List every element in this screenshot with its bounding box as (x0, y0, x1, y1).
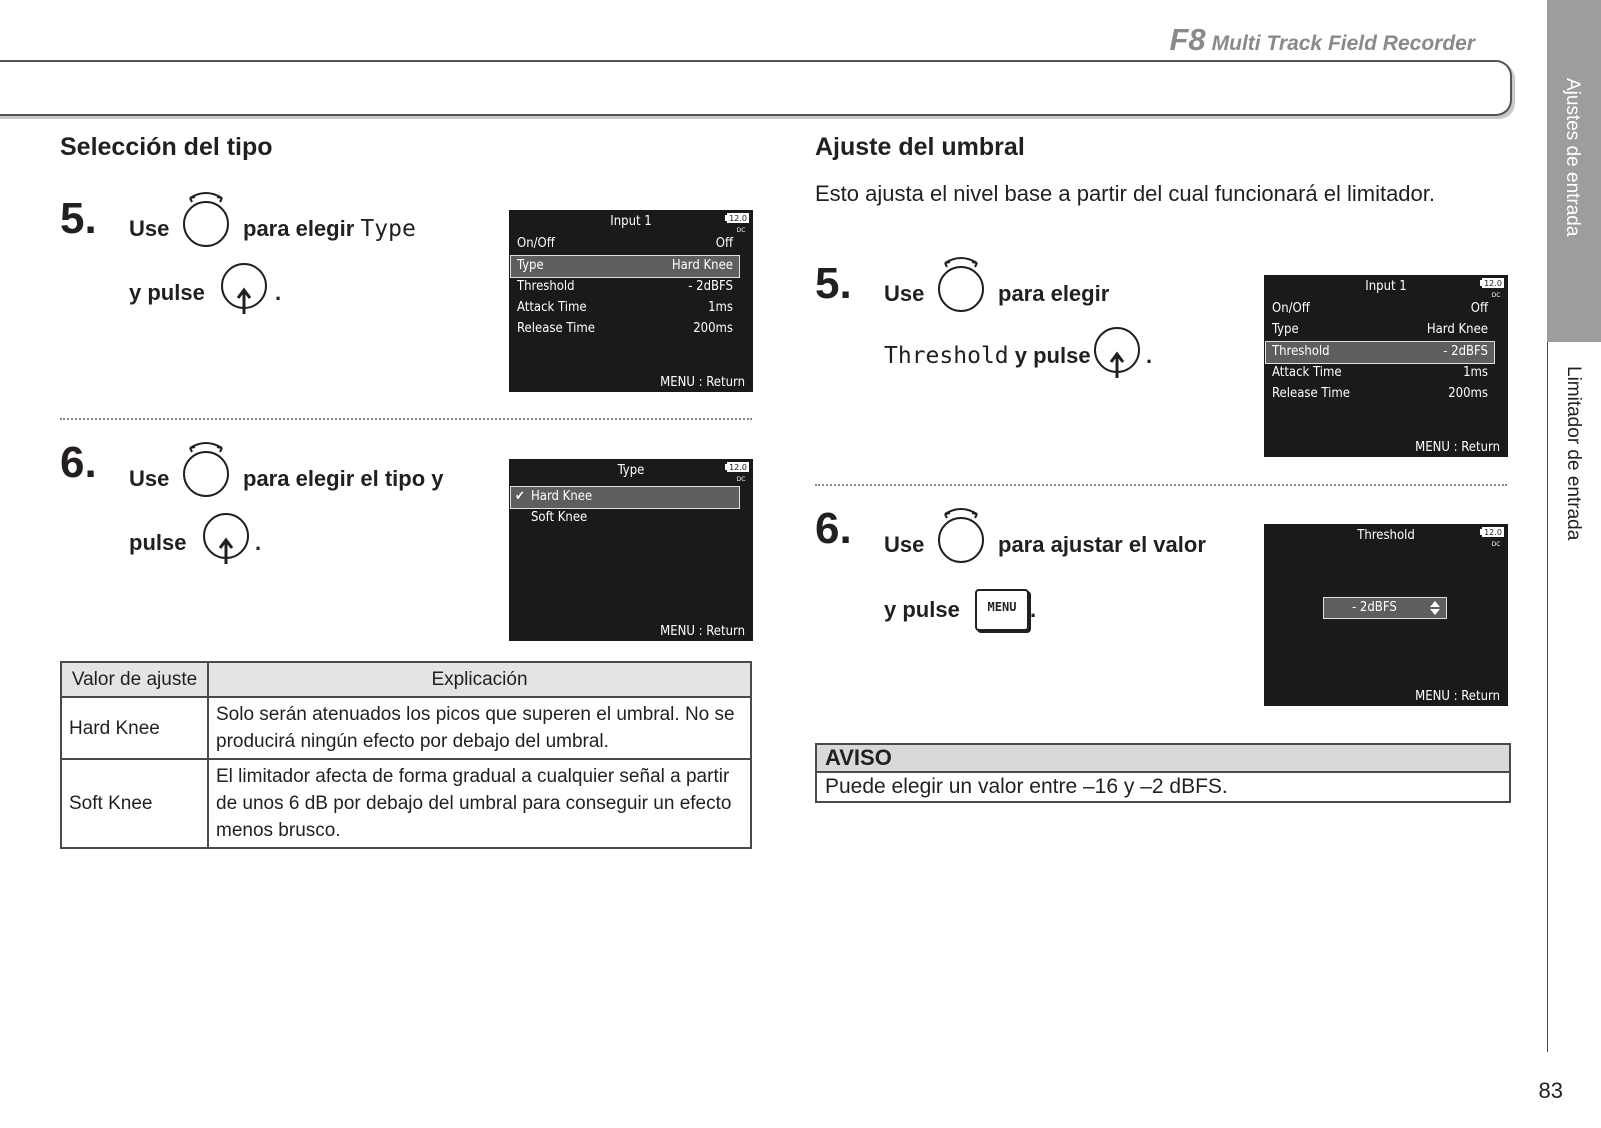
left-step5-choose: para elegir (243, 216, 355, 241)
document-title (1169, 22, 1475, 58)
battery-voltage: 12.0 (729, 463, 747, 472)
dial-icon (936, 255, 986, 313)
product-subtitle: Multi Track Field Recorder (1211, 32, 1475, 55)
row-label: Release Time (1272, 386, 1350, 401)
right-step5-instruction: para elegir (998, 281, 1110, 306)
row-value: Hard Knee (671, 258, 733, 273)
left-step5-use: Use (129, 216, 170, 241)
right-screen-threshold (1264, 524, 1508, 706)
row-label: Threshold (517, 279, 575, 294)
battery-voltage: 12.0 (1484, 528, 1502, 537)
left-screen-type (509, 459, 753, 641)
screen-title: Input 1 (1365, 279, 1407, 294)
right-step5-press: y pulse (1014, 343, 1091, 368)
battery-icon (1479, 278, 1505, 300)
battery-voltage: 12.0 (1484, 279, 1502, 288)
row-label: Type (517, 258, 544, 273)
row-value: 200ms (693, 321, 733, 336)
table-cell: Solo serán atenuados los picos que superen el umbral. No se producirá ningún efecto por debajo del umbral. (208, 697, 751, 759)
right-screen-input1 (1264, 275, 1508, 457)
left-step6-press: pulse (129, 530, 187, 555)
header-bar (0, 60, 1512, 116)
row-value: 200ms (1448, 386, 1488, 401)
note-title: AVISO (817, 745, 1509, 773)
page-number: 83 (1538, 1078, 1563, 1103)
table-row (61, 697, 751, 759)
option-label: Hard Knee (531, 489, 593, 504)
right-step6-press: y pulse (884, 597, 960, 622)
right-step5-use: Use (884, 281, 925, 306)
left-step6-use: Use (129, 466, 170, 491)
row-value: Off (715, 236, 733, 251)
right-heading: Ajuste del umbral (815, 133, 1025, 161)
row-label: Threshold (1272, 344, 1330, 359)
note-box (815, 743, 1511, 803)
row-value: 1ms (708, 300, 733, 315)
right-step5-period: . (1146, 343, 1153, 368)
row-value: - 2dBFS (1443, 344, 1488, 359)
menu-row-release (511, 319, 739, 340)
left-step6-instruction: para elegir el tipo y (243, 466, 444, 491)
row-label: Release Time (517, 321, 595, 336)
power-source: DC (1491, 292, 1501, 299)
dial-icon (936, 506, 986, 564)
row-label: Attack Time (517, 300, 587, 315)
row-label: Type (1272, 322, 1299, 337)
screen-footer: MENU : Return (1415, 689, 1500, 704)
left-step5-param: Type (360, 216, 416, 242)
row-label: On/Off (1272, 301, 1310, 316)
power-source: DC (1491, 541, 1501, 548)
model-name: F8 (1169, 22, 1206, 57)
row-label: On/Off (517, 236, 555, 251)
dial-icon (181, 440, 231, 498)
up-down-arrows-icon (1430, 601, 1440, 615)
option-soft-knee (511, 508, 739, 529)
table-header: Explicación (208, 662, 751, 697)
right-step5-param: Threshold (884, 343, 1009, 369)
row-value: Off (1470, 301, 1488, 316)
menu-row-type (1266, 320, 1494, 341)
right-step5-number: 5. (815, 259, 852, 308)
power-source: DC (736, 227, 746, 234)
power-source: DC (736, 476, 746, 483)
screen-title: Threshold (1357, 528, 1415, 543)
left-step5-instruction (243, 216, 416, 242)
left-screen-input1 (509, 210, 753, 392)
option-hard-knee-selected (511, 487, 739, 508)
menu-row-type-selected (511, 256, 739, 277)
row-value: Hard Knee (1426, 322, 1488, 337)
dial-icon (181, 190, 231, 248)
left-step5-number: 5. (60, 194, 97, 243)
table-cell: Hard Knee (61, 697, 208, 759)
menu-row-threshold-selected (1266, 342, 1494, 363)
check-icon: ✔ (515, 489, 525, 504)
menu-row-onoff (1266, 299, 1494, 320)
left-step5-press: y pulse (129, 280, 205, 305)
option-label: Soft Knee (531, 510, 588, 525)
table-header-row (61, 662, 751, 697)
menu-row-onoff (511, 234, 739, 255)
battery-icon (724, 462, 750, 484)
battery-voltage: 12.0 (729, 214, 747, 223)
screen-footer: MENU : Return (660, 375, 745, 390)
table-header: Valor de ajuste (61, 662, 208, 697)
screen-footer: MENU : Return (660, 624, 745, 639)
subsection-tab (1547, 342, 1601, 1052)
screen-footer: MENU : Return (1415, 440, 1500, 455)
divider (60, 418, 752, 420)
table-cell: Soft Knee (61, 759, 208, 848)
left-step5-period: . (275, 280, 282, 305)
left-step6-period: . (255, 530, 262, 555)
right-step6-instruction: para ajustar el valor (998, 532, 1206, 557)
push-dial-icon (200, 510, 252, 568)
battery-icon (1479, 527, 1505, 549)
menu-row-release (1266, 384, 1494, 405)
right-intro: Esto ajusta el nivel base a partir del cual funcionará el limitador. (815, 181, 1436, 206)
menu-row-attack (1266, 363, 1494, 384)
threshold-value-box (1324, 598, 1446, 618)
screen-title: Input 1 (610, 214, 652, 229)
right-step5-line2 (884, 343, 1091, 369)
row-value: 1ms (1463, 365, 1488, 380)
note-text: Puede elegir un valor entre –16 y –2 dBFS. (825, 775, 1228, 798)
table-cell: El limitador afecta de forma gradual a cualquier señal a partir de unos 6 dB por debajo del umbral para conseguir un efecto menos brusco. (208, 759, 751, 848)
menu-key-label: MENU (987, 600, 1017, 614)
right-step6-use: Use (884, 532, 925, 557)
menu-key-icon (975, 589, 1029, 631)
right-step6-period: . (1030, 597, 1037, 622)
section-tab (1547, 0, 1601, 342)
screen-title: Type (617, 463, 645, 478)
section-tab-label: Ajustes de entrada (1562, 78, 1583, 237)
row-label: Attack Time (1272, 365, 1342, 380)
divider (815, 484, 1507, 486)
subsection-tab-label: Limitador de entrada (1563, 366, 1584, 541)
push-dial-icon (218, 260, 270, 318)
battery-icon (724, 213, 750, 235)
menu-row-attack (511, 298, 739, 319)
right-step6-number: 6. (815, 504, 852, 553)
row-value: - 2dBFS (688, 279, 733, 294)
left-heading: Selección del tipo (60, 133, 273, 161)
threshold-value: - 2dBFS (1352, 600, 1397, 615)
left-step6-number: 6. (60, 438, 97, 487)
push-dial-icon (1091, 324, 1143, 382)
explanation-table (60, 661, 752, 849)
menu-row-threshold (511, 277, 739, 298)
table-row (61, 759, 751, 848)
